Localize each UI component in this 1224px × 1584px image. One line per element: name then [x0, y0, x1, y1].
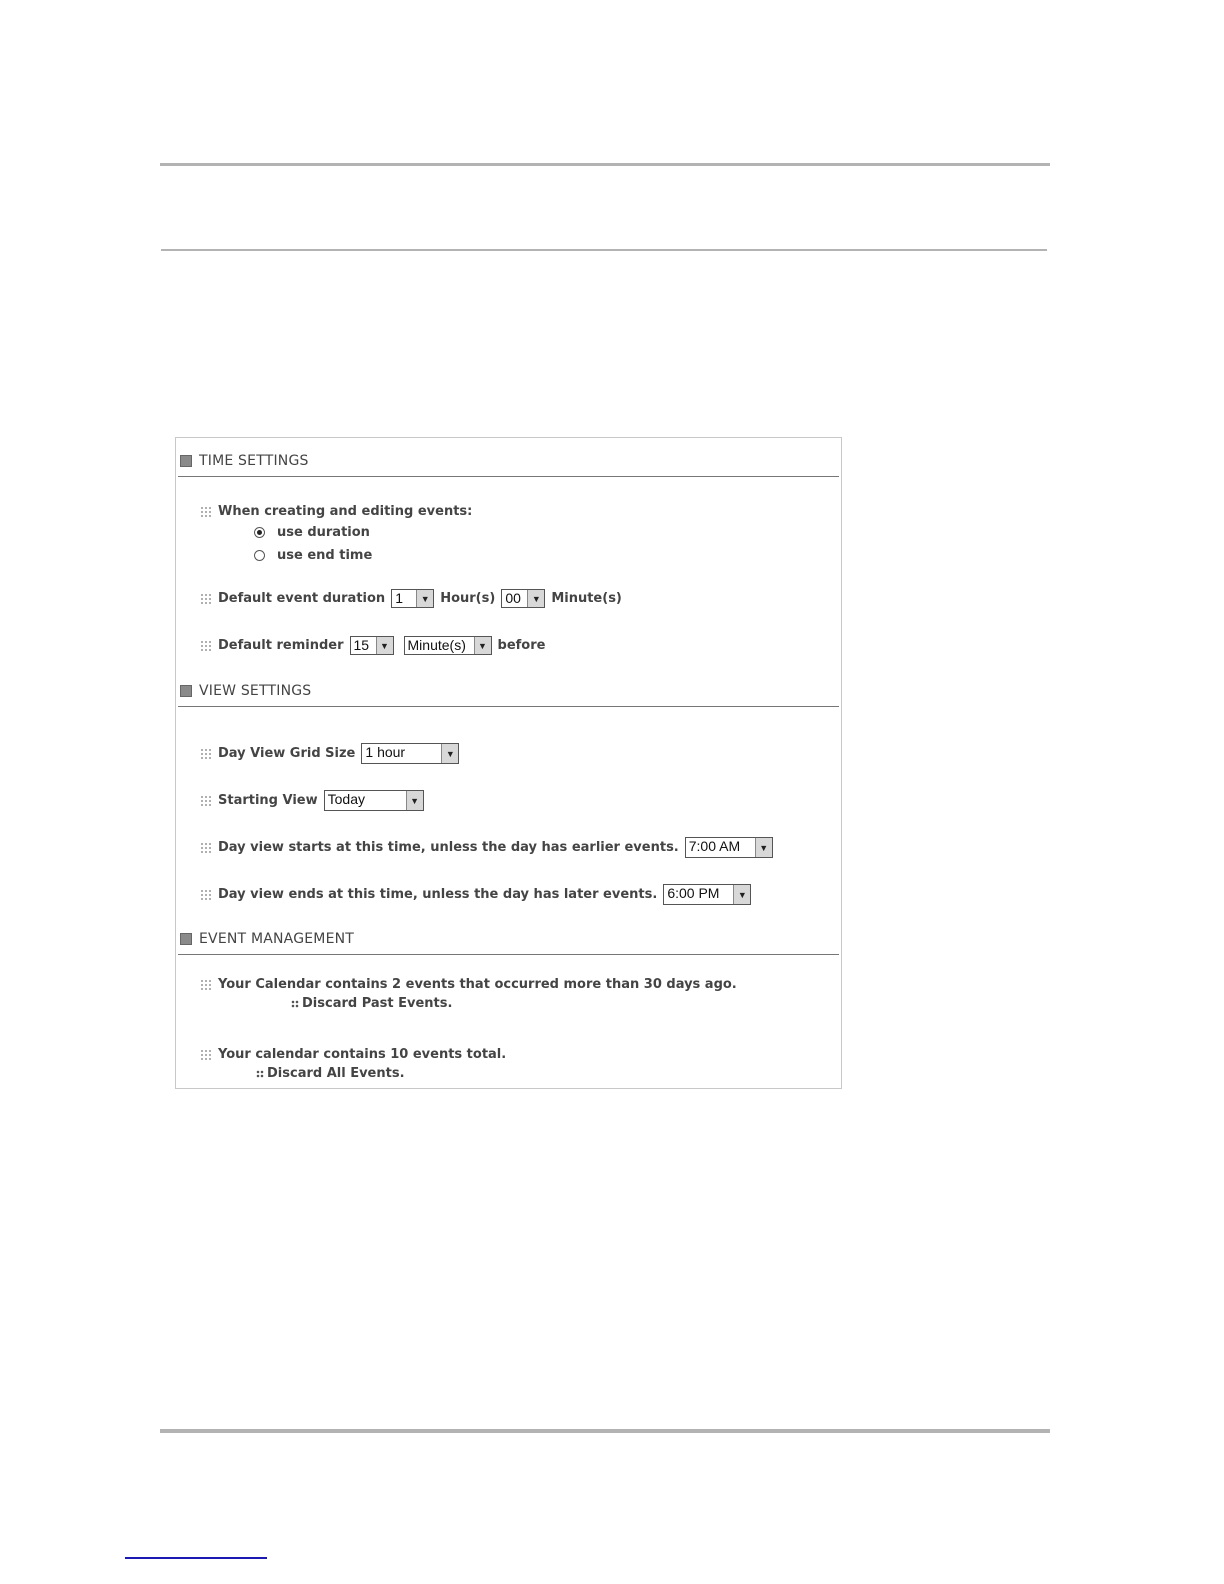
dotted-bullet-icon [200, 979, 212, 991]
chevron-down-icon[interactable]: ▼ [474, 637, 491, 654]
dotted-bullet-icon [200, 506, 212, 518]
dotted-bullet-icon [200, 593, 212, 605]
footer-rule [160, 1429, 1050, 1433]
chevron-down-icon[interactable]: ▼ [527, 590, 544, 607]
dotted-bullet-icon [200, 748, 212, 760]
header-rule [161, 249, 1047, 251]
duration-minutes-select[interactable]: 00 ▼ [501, 589, 545, 608]
day-start-row [200, 837, 773, 858]
dotted-bullet-icon [200, 842, 212, 854]
radio-use-end-time-label: use end time [277, 548, 373, 563]
section-divider [178, 476, 839, 477]
dotted-bullet-icon [200, 889, 212, 901]
radio-use-duration[interactable] [254, 525, 370, 540]
view-settings-title: VIEW SETTINGS [199, 683, 312, 699]
discard-past-events-link[interactable] [291, 996, 452, 1011]
day-end-label: Day view ends at this time, unless the day has later events. [218, 887, 658, 902]
chevron-down-icon[interactable]: ▼ [441, 744, 458, 763]
chevron-down-icon[interactable]: ▼ [755, 838, 772, 857]
day-end-row [200, 884, 751, 905]
view-settings-header [180, 683, 311, 699]
dotted-bullet-icon [200, 640, 212, 652]
editing-mode-label: When creating and editing events: [218, 504, 473, 519]
section-square-icon [180, 685, 192, 697]
grid-size-label: Day View Grid Size [218, 746, 356, 761]
footer-link-underline [125, 1557, 267, 1559]
dotted-bullet-icon [200, 1049, 212, 1061]
chevron-down-icon[interactable]: ▼ [416, 590, 433, 607]
default-duration-label: Default event duration [218, 591, 386, 606]
reminder-suffix-label: before [497, 638, 546, 653]
default-reminder-label: Default reminder [218, 638, 344, 653]
time-settings-title: TIME SETTINGS [199, 453, 309, 469]
hours-unit-label: Hour(s) [440, 591, 496, 606]
reminder-unit-select[interactable]: Minute(s) ▼ [404, 636, 492, 655]
editing-mode-row [200, 504, 472, 519]
dots-icon [256, 1070, 264, 1078]
radio-button-selected[interactable] [254, 527, 265, 538]
grid-size-select[interactable]: 1 hour ▼ [361, 743, 459, 764]
discard-past-events-label[interactable]: Discard Past Events. [302, 996, 453, 1011]
past-events-row [200, 977, 737, 992]
reminder-value-select[interactable]: 15 ▼ [350, 636, 394, 655]
event-management-title: EVENT MANAGEMENT [199, 931, 355, 947]
chevron-down-icon[interactable]: ▼ [406, 791, 423, 810]
duration-hours-select[interactable]: 1 ▼ [391, 589, 434, 608]
radio-button[interactable] [254, 550, 265, 561]
section-square-icon [180, 933, 192, 945]
section-divider [178, 954, 839, 955]
section-square-icon [180, 455, 192, 467]
chevron-down-icon[interactable]: ▼ [733, 885, 750, 904]
default-reminder-row [200, 636, 545, 655]
starting-view-select[interactable]: Today ▼ [324, 790, 424, 811]
starting-view-row [200, 790, 424, 811]
minutes-unit-label: Minute(s) [551, 591, 622, 606]
calendar-settings-panel [175, 437, 842, 1089]
dotted-bullet-icon [200, 795, 212, 807]
discard-all-events-label[interactable]: Discard All Events. [267, 1066, 405, 1081]
radio-use-duration-label: use duration [277, 525, 370, 540]
day-start-select[interactable]: 7:00 AM ▼ [685, 837, 773, 858]
default-duration-row [200, 589, 622, 608]
dots-icon [291, 1000, 299, 1008]
section-divider [178, 706, 839, 707]
event-management-header [180, 931, 354, 947]
top-rule [160, 163, 1050, 166]
radio-use-end-time[interactable] [254, 548, 372, 563]
chevron-down-icon[interactable]: ▼ [376, 637, 393, 654]
day-end-select[interactable]: 6:00 PM ▼ [663, 884, 751, 905]
total-events-text: Your calendar contains 10 events total. [218, 1047, 507, 1062]
grid-size-row [200, 743, 459, 764]
time-settings-header [180, 453, 309, 469]
discard-all-events-link[interactable] [256, 1066, 405, 1081]
starting-view-label: Starting View [218, 793, 318, 808]
day-start-label: Day view starts at this time, unless the day has earlier events. [218, 840, 679, 855]
total-events-row [200, 1047, 506, 1062]
past-events-text: Your Calendar contains 2 events that occurred more than 30 days ago. [218, 977, 737, 992]
